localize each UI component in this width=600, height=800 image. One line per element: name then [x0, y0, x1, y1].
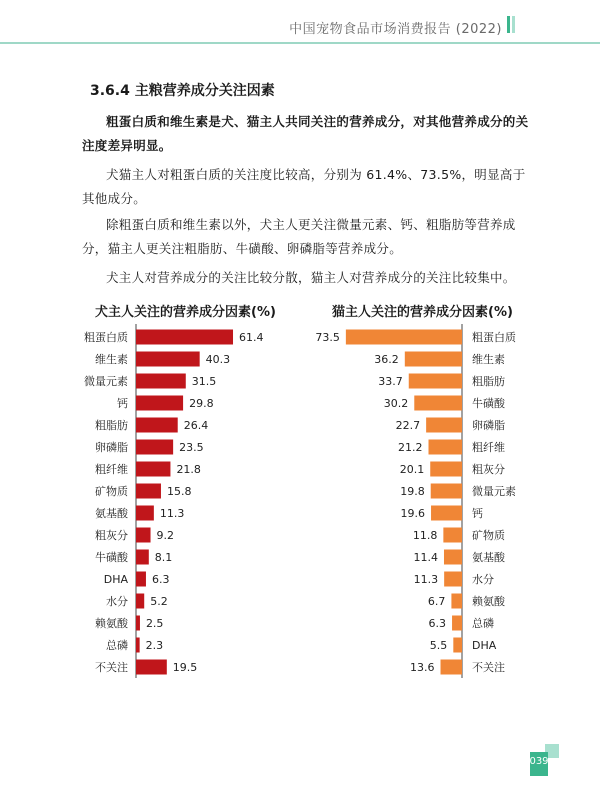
- bar: [136, 330, 233, 345]
- header-divider: [0, 42, 600, 44]
- value-label: 6.3: [151, 573, 170, 586]
- section-heading: 3.6.4 主粮营养成分关注因素: [90, 83, 275, 99]
- paragraph-summary: 粗蛋白质和维生素是犬、猫主人共同关注的营养成分，对其他营养成分的关注度差异明显。: [82, 114, 529, 153]
- category-label: DHA: [472, 639, 497, 652]
- category-label: 粗灰分: [472, 463, 505, 476]
- bar: [426, 418, 462, 433]
- page-number: 039: [529, 756, 549, 767]
- value-label: 6.3: [428, 617, 447, 630]
- bar: [431, 506, 462, 521]
- value-label: 21.2: [398, 441, 423, 454]
- category-label: 维生素: [472, 353, 505, 366]
- bar: [405, 352, 462, 367]
- bar: [430, 462, 462, 477]
- bar: [409, 374, 462, 389]
- value-label: 29.8: [189, 397, 214, 410]
- category-label: 赖氨酸: [95, 617, 128, 630]
- bar: [429, 440, 462, 455]
- value-label: 5.2: [150, 595, 168, 608]
- bar: [136, 462, 170, 477]
- bar: [136, 528, 151, 543]
- bar: [451, 594, 462, 609]
- bar: [136, 396, 183, 411]
- value-label: 30.2: [383, 397, 409, 410]
- bar: [431, 484, 462, 499]
- value-label: 61.4: [239, 331, 264, 344]
- header-accent-bar-light: [512, 16, 515, 33]
- category-label: 水分: [106, 595, 128, 608]
- report-title: 中国宠物食品市场消费报告 (2022): [289, 22, 502, 37]
- bar: [441, 660, 462, 675]
- category-label: 粗纤维: [472, 441, 505, 454]
- category-label: DHA: [103, 573, 128, 586]
- category-label: 氨基酸: [472, 551, 505, 564]
- paragraph-preferences: 除粗蛋白质和维生素以外，犬主人更关注微量元素、钙、粗脂肪等营养成分，猫主人更关注粗脂肪、牛磺酸、卵磷脂等营养成分。: [82, 217, 516, 256]
- category-label: 牛磺酸: [95, 551, 128, 564]
- paragraph-protein: 犬猫主人对粗蛋白质的关注度比较高，分别为 61.4%、73.5%，明显高于其他成分。: [82, 167, 526, 206]
- value-label: 6.7: [427, 595, 446, 608]
- category-label: 粗灰分: [95, 529, 128, 542]
- bar: [136, 550, 149, 565]
- value-label: 23.5: [179, 441, 204, 454]
- category-label: 粗蛋白质: [84, 331, 128, 344]
- category-label: 牛磺酸: [472, 397, 505, 410]
- dog-chart-title: 犬主人关注的营养成分因素(%): [95, 305, 276, 320]
- category-label: 矿物质: [472, 529, 505, 542]
- value-label: 5.5: [429, 639, 448, 652]
- bar: [136, 506, 154, 521]
- bar: [136, 572, 146, 587]
- category-label: 钙: [472, 507, 483, 520]
- bar: [136, 352, 200, 367]
- value-label: 8.1: [154, 551, 173, 564]
- value-label: 19.8: [400, 485, 425, 498]
- value-label: 26.4: [183, 419, 209, 432]
- category-label: 氨基酸: [95, 507, 128, 520]
- paragraph-concentration: 犬主人对营养成分的关注比较分散，猫主人对营养成分的关注比较集中。: [106, 270, 516, 285]
- dog-nutrition-bar-chart: [70, 322, 300, 684]
- category-label: 卵磷脂: [472, 419, 505, 432]
- header-accent-bar: [507, 16, 510, 33]
- category-label: 粗脂肪: [95, 419, 128, 432]
- bar: [444, 572, 462, 587]
- bar: [136, 594, 144, 609]
- value-label: 2.5: [145, 617, 164, 630]
- bar: [136, 484, 161, 499]
- value-label: 40.3: [205, 353, 231, 366]
- value-label: 11.4: [413, 551, 438, 564]
- value-label: 20.1: [399, 463, 425, 476]
- value-label: 73.5: [315, 331, 340, 344]
- value-label: 11.3: [413, 573, 439, 586]
- bar: [346, 330, 462, 345]
- bar: [444, 550, 462, 565]
- category-label: 微量元素: [84, 375, 128, 388]
- value-label: 2.3: [145, 639, 164, 652]
- category-label: 粗蛋白质: [472, 331, 516, 344]
- value-label: 13.6: [410, 661, 435, 674]
- bar: [136, 374, 186, 389]
- category-label: 水分: [472, 573, 494, 586]
- value-label: 19.6: [400, 507, 426, 520]
- value-label: 11.3: [159, 507, 185, 520]
- value-label: 33.7: [378, 375, 403, 388]
- category-label: 矿物质: [95, 485, 128, 498]
- category-label: 卵磷脂: [95, 441, 128, 454]
- category-label: 粗纤维: [95, 463, 128, 476]
- value-label: 36.2: [374, 353, 399, 366]
- value-label: 31.5: [191, 375, 217, 388]
- category-label: 总磷: [472, 617, 494, 630]
- category-label: 不关注: [472, 661, 505, 674]
- category-label: 微量元素: [472, 485, 516, 498]
- value-label: 11.8: [412, 529, 438, 542]
- category-label: 不关注: [95, 661, 128, 674]
- bar: [453, 638, 462, 653]
- cat-nutrition-bar-chart: [315, 322, 560, 684]
- bar: [136, 616, 140, 631]
- bar: [136, 440, 173, 455]
- bar: [136, 660, 167, 675]
- value-label: 21.8: [176, 463, 201, 476]
- bar: [136, 638, 140, 653]
- bar: [443, 528, 462, 543]
- bar: [452, 616, 462, 631]
- value-label: 22.7: [395, 419, 421, 432]
- value-label: 9.2: [156, 529, 175, 542]
- value-label: 15.8: [166, 485, 192, 498]
- value-label: 19.5: [172, 661, 198, 674]
- bar: [414, 396, 462, 411]
- category-label: 总磷: [106, 639, 128, 652]
- cat-chart-title: 猫主人关注的营养成分因素(%): [332, 305, 513, 320]
- category-label: 钙: [117, 397, 128, 410]
- category-label: 维生素: [95, 353, 128, 366]
- category-label: 赖氨酸: [472, 595, 505, 608]
- category-label: 粗脂肪: [472, 375, 505, 388]
- bar: [136, 418, 178, 433]
